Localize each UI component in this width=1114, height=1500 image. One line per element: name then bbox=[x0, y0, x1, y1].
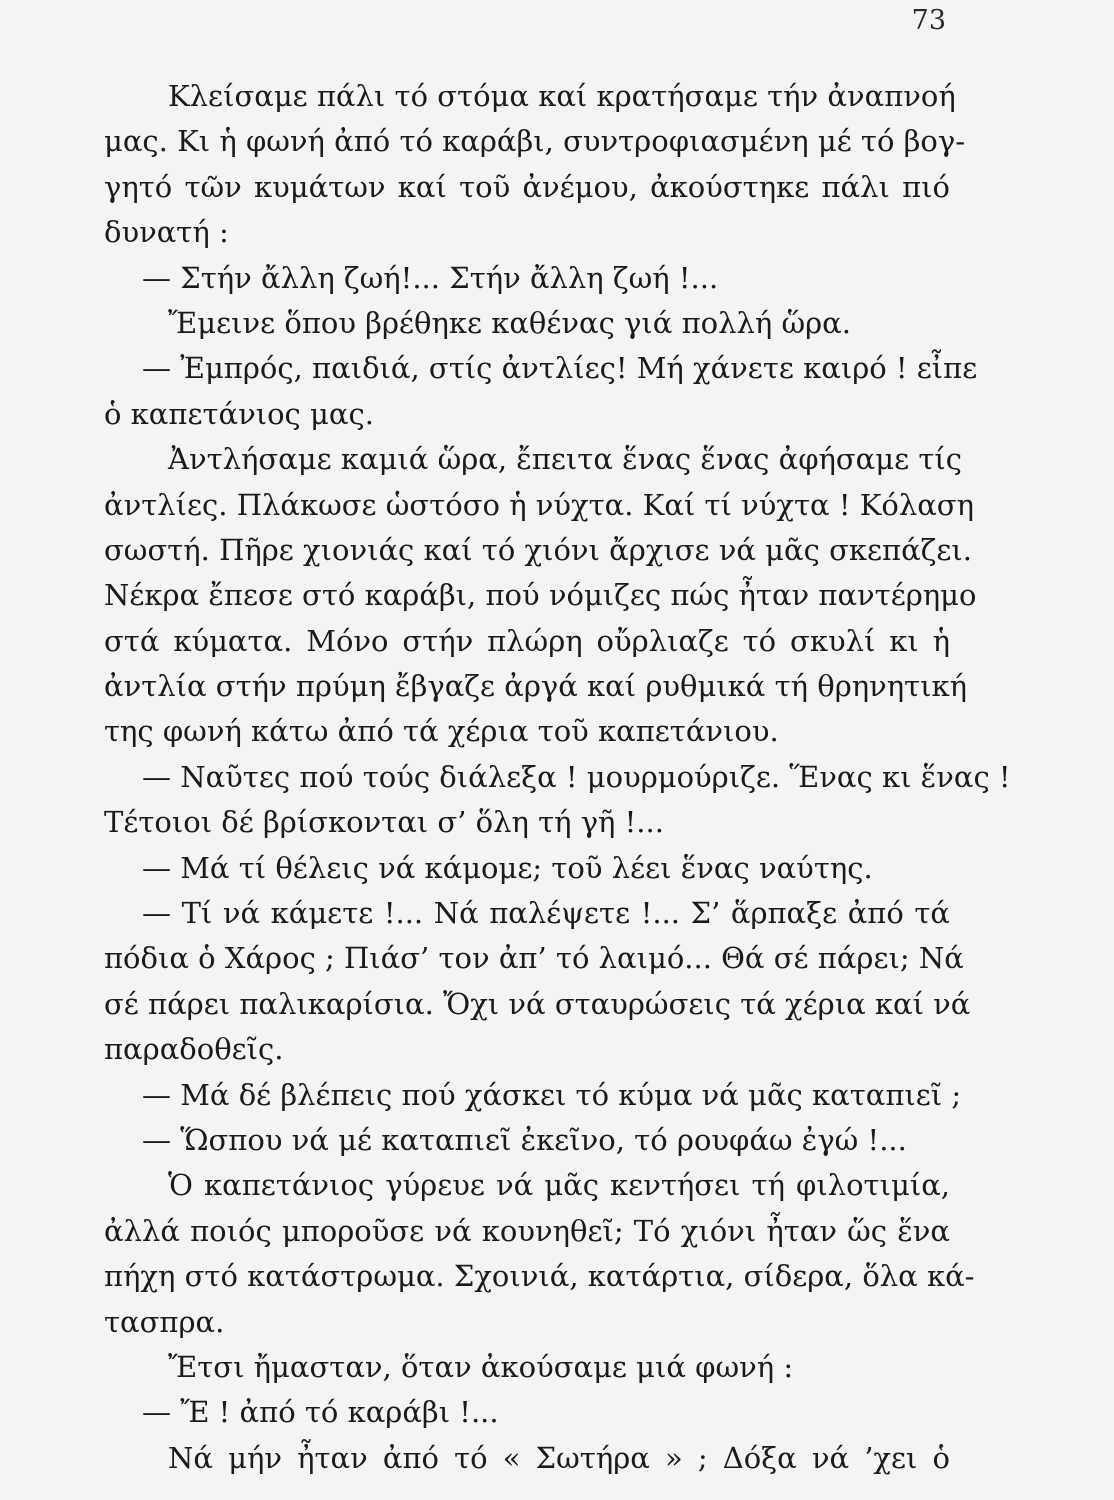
text-line: Τέτοιοι δέ βρίσκονται σ’ ὅλη τή γῆ !... bbox=[104, 805, 664, 840]
text-line: πόδια ὁ Χάρος ; Πιάσ’ τον ἀπ’ τό λαιμό... Θά σέ πάρει; Νά bbox=[104, 941, 964, 976]
text-line: Νέκρα ἔπεσε στό καράβι, πού νόμιζες πώς ἦταν παντέρημο bbox=[104, 578, 977, 613]
text-line: ἀντλία στήν πρύμη ἔβγαζε ἀργά καί ρυθμικά τή θρηνητική bbox=[104, 669, 968, 704]
text-line: ἀλλά ποιός μποροῦσε νά κουνηθεῖ; Τό χιόνι ἦταν ὥς ἕνα bbox=[104, 1213, 950, 1248]
text-line: Κλείσαμε πάλι τό στόμα καί κρατήσαμε τήν ἀναπνοή bbox=[168, 79, 956, 113]
text-line: στά κύματα. Μόνο στήν πλώρη οὔρλιαζε τό σκυλί κι ἡ bbox=[104, 623, 950, 658]
dialogue-line: — Ἐμπρός, παιδιά, στίς ἀντλίες! Μή χάνετε καιρό ! εἶπε bbox=[142, 351, 978, 386]
dialogue-line: — Ἔ ! ἀπό τό καράβι !... bbox=[142, 1395, 499, 1430]
text-line: Ἔμεινε ὅπου βρέθηκε καθένας γιά πολλή ὥρα. bbox=[168, 305, 851, 340]
dialogue-line: — Στήν ἄλλη ζωή!... Στήν ἄλλη ζωή !... bbox=[142, 260, 719, 295]
text-line: Ἔτσι ἤμασταν, ὅταν ἀκούσαμε μιά φωνή : bbox=[168, 1349, 794, 1384]
page-number: 73 bbox=[911, 5, 946, 36]
text-line: δυνατή : bbox=[104, 215, 229, 250]
text-line: μας. Κι ἡ φωνή ἀπό τό καράβι, συντροφιασμένη μέ τό βογ- bbox=[104, 124, 966, 159]
text-line: παραδοθεῖς. bbox=[104, 1032, 284, 1067]
dialogue-line: — Ναῦτες πού τούς διάλεξα ! μουρμούριζε. Ἕνας κι ἕνας ! bbox=[142, 759, 1011, 794]
text-line: Νά μήν ἦταν ἀπό τό « Σωτήρα » ; Δόξα νά ’χει ὁ bbox=[168, 1440, 950, 1475]
text-line: σέ πάρει παλικαρίσια. Ὄχι νά σταυρώσεις τά χέρια καί νά bbox=[104, 986, 971, 1021]
text-line: Ἀντλήσαμε καμιά ὥρα, ἔπειτα ἕνας ἕνας ἀφήσαμε τίς bbox=[168, 442, 963, 477]
text-line: σωστή. Πῆρε χιονιάς καί τό χιόνι ἄρχισε νά μᾶς σκεπάζει. bbox=[104, 532, 972, 567]
text-line: τασπρα. bbox=[104, 1304, 225, 1339]
text-line: της φωνή κάτω ἀπό τά χέρια τοῦ καπετάνιου. bbox=[104, 714, 779, 749]
dialogue-line: — Ὥσπου νά μέ καταπιεῖ ἐκεῖνο, τό ρουφάω ἐγώ !... bbox=[142, 1122, 907, 1157]
text-line: ἀντλίες. Πλάκωσε ὡστόσο ἡ νύχτα. Καί τί νύχτα ! Κόλαση bbox=[104, 487, 974, 522]
dialogue-line: — Μά δέ βλέπεις πού χάσκει τό κύμα νά μᾶς καταπιεῖ ; bbox=[142, 1077, 962, 1112]
text-line: πήχη στό κατάστρωμα. Σχοινιά, κατάρτια, σίδερα, ὅλα κά- bbox=[104, 1259, 975, 1294]
text-line: γητό τῶν κυμάτων καί τοῦ ἀνέμου, ἀκούστηκε πάλι πιό bbox=[104, 169, 950, 204]
text-line: ὁ καπετάνιος μας. bbox=[104, 396, 374, 431]
dialogue-line: — Τί νά κάμετε !... Νά παλέψετε !... Σ’ ἅρπαξε ἀπό τά bbox=[142, 896, 950, 931]
dialogue-line: — Μά τί θέλεις νά κάμομε; τοῦ λέει ἕνας ναύτης. bbox=[142, 850, 873, 885]
text-line: Ὁ καπετάνιος γύρευε νά μᾶς κεντήσει τή φιλοτιμία, bbox=[168, 1168, 950, 1203]
body-text bbox=[104, 74, 1011, 1481]
